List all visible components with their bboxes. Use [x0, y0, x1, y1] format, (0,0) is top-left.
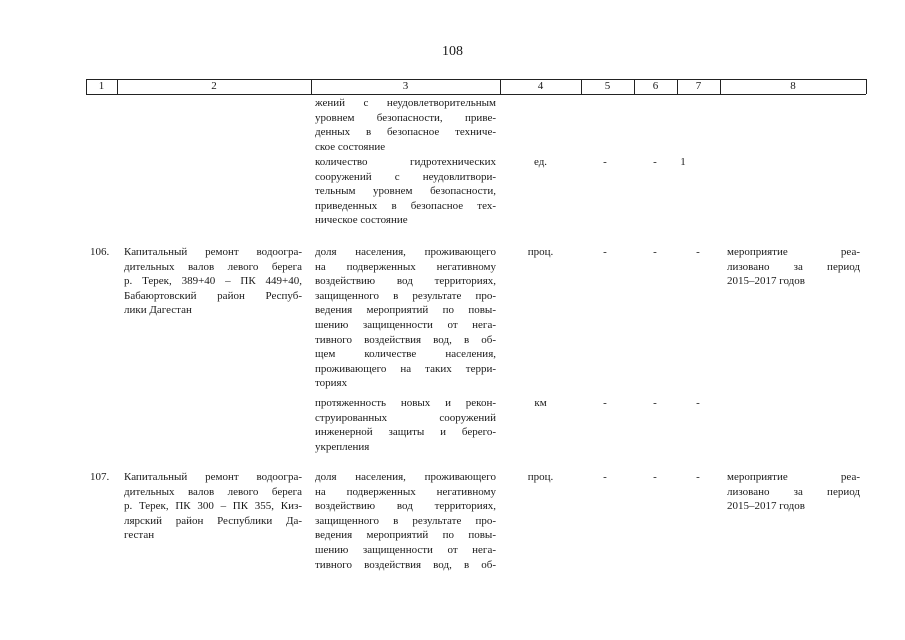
- row-number: 107.: [90, 471, 110, 483]
- note-text: мероприятие реа- лизовано за период 2015–2017 годов: [727, 246, 860, 288]
- value-cell: -: [696, 397, 700, 409]
- header-col-3: 3: [402, 80, 409, 92]
- unit-cell: ед.: [533, 156, 548, 168]
- value-cell: -: [603, 156, 607, 168]
- value-cell: -: [603, 471, 607, 483]
- unit-cell: проц.: [527, 246, 554, 258]
- measure-name: Капитальный ремонт водоогра- дительных валов левого берега р. Терек, ПК 300 – ПК 355, Киз- лярский район Республики Да- гестан: [124, 471, 302, 542]
- value-cell: -: [653, 471, 657, 483]
- indicator-text: доля населения, проживающего на подверженных негативному воздействию вод территориях, защищенного в результате про- ведения мероприятий по повы- шению защищенности от нега- тивного воздействия вод, в об- щем количестве населения, проживающего на таких терри- ториях: [315, 246, 496, 390]
- indicator-text: протяженность новых и рекон- струированных сооружений инженерной защиты и берего- укрепления: [315, 397, 496, 453]
- measure-name: Капитальный ремонт водоогра- дительных валов левого берега р. Терек, 389+40 – ПК 449+40, Бабаюртовский район Респуб- лики Дагестан: [124, 246, 302, 317]
- value-cell: 1: [680, 156, 686, 168]
- indicator-text: жений с неудовлетворительным уровнем безопасности, приве- денных в безопасное техниче- ское состояние: [315, 97, 496, 153]
- unit-cell: км: [534, 397, 547, 409]
- note-text: мероприятие реа- лизовано за период 2015–2017 годов: [727, 471, 860, 513]
- page-number: 108: [442, 44, 463, 59]
- value-cell: -: [653, 156, 657, 168]
- header-divider: [866, 79, 867, 94]
- value-cell: -: [603, 246, 607, 258]
- header-col-8: 8: [790, 80, 796, 92]
- indicator-text: количество гидротехнических сооружений с неудовлитвори- тельным уровнем безопасности, приведенных в безопасное тех- ническое состояние: [315, 156, 496, 227]
- header-col-6: 6: [652, 80, 659, 92]
- unit-cell: проц.: [527, 471, 554, 483]
- header-col-2: 2: [211, 80, 217, 92]
- value-cell: -: [653, 246, 657, 258]
- value-cell: -: [603, 397, 607, 409]
- value-cell: -: [696, 471, 700, 483]
- row-number: 106.: [90, 246, 110, 258]
- header-col-4: 4: [537, 80, 544, 92]
- indicator-text: доля населения, проживающего на подверженных негативному воздействию вод территориях, защищенного в результате про- ведения мероприятий по повы- шению защищенности от нега- тивного воздействия вод, в об-: [315, 471, 496, 571]
- header-col-7: 7: [695, 80, 702, 92]
- header-bottom-border: [86, 94, 866, 95]
- value-cell: -: [696, 246, 700, 258]
- header-col-1: 1: [98, 80, 105, 92]
- value-cell: -: [653, 397, 657, 409]
- header-col-5: 5: [604, 80, 611, 92]
